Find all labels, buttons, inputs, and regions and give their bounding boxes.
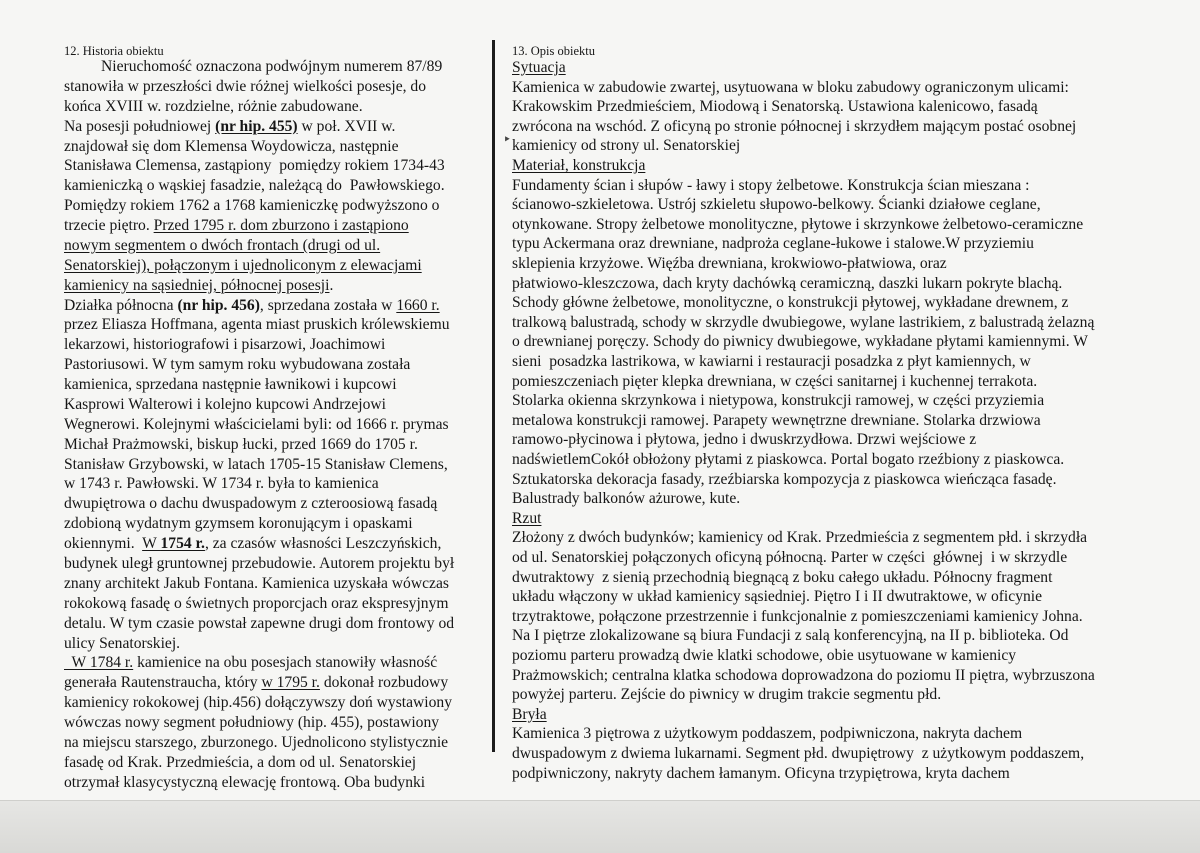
text-line bbox=[512, 530, 1087, 546]
text-run: nowym segmentem o dwóch frontach (drugi od ul. bbox=[64, 236, 381, 254]
text-line bbox=[512, 393, 1044, 409]
text-run: znajdował się dom Klemensa Woydowicza, następnie bbox=[64, 137, 399, 155]
text-run: Sytuacja bbox=[512, 59, 566, 76]
text-run: budynek uległ gruntownej przebudowie. Autorem projektu był bbox=[64, 555, 455, 572]
text-line bbox=[64, 158, 445, 174]
text-line bbox=[512, 99, 1038, 115]
text-line bbox=[64, 636, 180, 652]
text-line bbox=[512, 197, 1041, 213]
text-run: Kamienica 3 piętrowa z użytkowym poddaszem, podpiwniczona, nakryta dachem bbox=[512, 725, 1023, 743]
margin-mark: ‣ bbox=[503, 133, 512, 148]
text-run: Krakowskim Przedmieściem, Miodową i Senatorską. Ustawiona kalenicowo, fasadą bbox=[512, 98, 1038, 116]
text-run: Na I piętrze zlokalizowane są biura Fundacji z salą konferencyjną, na II p. biblioteka. Od bbox=[512, 627, 1069, 645]
text-run: dwutraktowy z sienią przechodnią biegnącą z boku całego układu. Północny fragment bbox=[512, 568, 1053, 586]
text-line bbox=[64, 536, 441, 552]
text-line bbox=[64, 675, 448, 691]
text-line bbox=[64, 258, 422, 274]
text-line bbox=[512, 491, 740, 507]
text-run: W bbox=[142, 535, 161, 553]
text-line bbox=[512, 766, 1010, 782]
text-line bbox=[512, 746, 1084, 762]
text-line bbox=[64, 496, 437, 512]
text-run: Materiał, konstrukcja bbox=[512, 157, 646, 174]
text-run: Przed 1795 r. dom zburzono i zastąpiono bbox=[153, 217, 409, 235]
text-line bbox=[512, 432, 976, 448]
text-run: Bryła bbox=[512, 705, 547, 723]
text-line bbox=[512, 589, 1042, 605]
text-line bbox=[64, 198, 439, 214]
text-line bbox=[64, 715, 439, 731]
text-run: zwrócona na wschód. Z oficyną po stronie północnej i skrzydłem mającym postać osobnej bbox=[512, 117, 1077, 135]
text-line bbox=[512, 668, 1095, 684]
text-line bbox=[64, 735, 448, 751]
text-run: stanowiła w przeszłości dwie różnej wielkości posesje, do bbox=[64, 77, 427, 95]
text-line bbox=[512, 119, 1076, 135]
text-run: 1754 r. bbox=[160, 535, 205, 553]
text-run: poziomu parteru prowadzą dwie klatki schodowe, obie usytuowane w kamienicy bbox=[512, 647, 1017, 664]
text-run: fasadę od Krak. Przedmieścia, a dom od ul. Senatorskiej bbox=[64, 753, 417, 771]
text-run: Senatorskiej), połączonym i ujednoliconym z elewacjami bbox=[64, 256, 422, 274]
text-run: , sprzedana została w bbox=[259, 296, 397, 314]
text-line bbox=[64, 457, 448, 473]
text-run: Wegnerowi. Kolejnymi właścicielami byli: od 1666 r. prymas bbox=[64, 415, 449, 433]
text-run: kamienica, sprzedana następnie ławnikowi i kupcowi bbox=[64, 376, 397, 394]
text-line bbox=[64, 417, 449, 433]
text-run: otrzymał klasycystyczną elewację frontową. Oba budynki bbox=[64, 773, 426, 791]
text-run: Balustrady balkonów ażurowe, kute. bbox=[512, 490, 741, 508]
text-line bbox=[512, 60, 566, 76]
text-run: Pomiędzy rokiem 1762 a 1768 kamieniczkę podwyższono o bbox=[64, 197, 440, 215]
text-run: Michał Prażmowski, biskup łucki, przed 1669 do 1705 r. bbox=[64, 435, 418, 453]
text-line bbox=[64, 238, 380, 254]
text-run: Działka północna bbox=[64, 296, 178, 314]
text-run: tralkową balustradą, schody w skrzydle dwubiegowe, wylane lastrikiem, z balustradą żelazną bbox=[512, 313, 1095, 331]
text-run: , za czasów własności Leszczyńskich, bbox=[204, 535, 442, 553]
text-run: przez Eliasza Hoffmana, agenta miast pruskich królewskiemu bbox=[64, 316, 450, 334]
text-run: generała Rautenstraucha, który bbox=[64, 674, 262, 692]
text-run: otynkowane. Stropy żelbetowe monolityczne, płytowe i skrzynkowe żelbetowo-ceramiczne bbox=[512, 215, 1084, 233]
text-line bbox=[64, 695, 452, 711]
history-heading: 12. Historia obiektu bbox=[64, 44, 164, 58]
text-line bbox=[64, 516, 413, 532]
text-line bbox=[512, 550, 1067, 566]
scan-bottom-edge bbox=[0, 800, 1200, 853]
text-line bbox=[64, 437, 418, 453]
text-run: okiennymi. bbox=[64, 535, 143, 553]
text-line bbox=[64, 79, 426, 95]
text-run: na miejscu starszego, zburzonego. Ujednolicono stylistycznie bbox=[64, 733, 449, 751]
text-run: ramowo-płycinowa i płytowa, jedno i dwuskrzydłowa. Drzwi wejściowe z bbox=[512, 431, 977, 449]
text-run: Prażmowskich; centralna klatka schodowa doprowadzona do poziomu II piętra, wybrzuszona bbox=[512, 666, 1095, 684]
text-run: kamienicy rokokowej (hip.456) dołączywszy doń wystawiony bbox=[64, 694, 453, 712]
text-run: sklepienia krzyżowe. Więźba drewniana, krokwiowo-płatwiowa, oraz bbox=[512, 255, 947, 272]
text-line bbox=[512, 158, 645, 174]
text-run: sieni posadzka lastrikowa, w kawiarni i restauracji posadzka z płyt kamiennych, w bbox=[512, 353, 1031, 370]
text-line bbox=[64, 178, 445, 194]
text-run: w 1795 r. bbox=[261, 674, 320, 692]
text-run: od ul. Senatorskiej połączonych oficyną północną. Parter w części głównej i w skrzydle bbox=[512, 549, 1068, 566]
text-run: Schody główne żelbetowe, monolityczne, o konstrukcji płytowej, wykładane drewnem, z bbox=[512, 294, 1069, 312]
text-line bbox=[512, 726, 1022, 742]
text-run: Sztukatorska dekoracja fasady, rzeźbiarska kompozycja z piaskowca wieńcząca fasadę. bbox=[512, 470, 1057, 488]
text-run: typu Ackermana oraz drewniane, nadproża ceglane-łukowe i stalowe.W przyziemiu bbox=[512, 235, 1034, 253]
text-run: Stanisława Clemensa, zastąpiony pomiędzy rokiem 1734-43 bbox=[64, 157, 445, 175]
text-run: Kamienica w zabudowie zwartej, usytuowana w bloku zabudowy ograniczonym ulicami: bbox=[512, 78, 1069, 96]
text-run: Kasprowi Walterowi i kolejno kupcowi Andrzejowi bbox=[64, 395, 386, 413]
text-line bbox=[64, 397, 386, 413]
text-line bbox=[64, 119, 395, 135]
text-run: pomieszczeniach pięter klepka drewniana, w części sanitarnej i kuchennej terrakota. bbox=[512, 372, 1038, 390]
text-line bbox=[512, 687, 941, 703]
text-line bbox=[64, 616, 454, 632]
text-run: nadświetlemCokół obłożony płytami z piaskowca. Portal bogato rzeźbiony z piaskowca. bbox=[512, 451, 1065, 468]
text-line bbox=[512, 648, 1016, 664]
text-run: . bbox=[329, 276, 334, 294]
text-run: (nr hip. 456) bbox=[177, 296, 260, 314]
column-divider bbox=[492, 40, 495, 752]
text-run: w poł. XVII w. bbox=[297, 117, 396, 135]
text-line bbox=[64, 775, 425, 791]
text-line bbox=[64, 357, 410, 373]
text-run: ulicy Senatorskiej. bbox=[64, 634, 181, 652]
text-line bbox=[512, 217, 1083, 233]
text-run: Nieruchomość oznaczona podwójnym numerem 87/89 bbox=[101, 58, 443, 75]
text-line bbox=[512, 413, 1041, 429]
text-line bbox=[64, 99, 363, 115]
text-run: kamienice na obu posesjach stanowiły własność bbox=[133, 654, 438, 672]
text-run: dokonał rozbudowy bbox=[319, 674, 449, 692]
text-run: dwuspadowym z dwiema lukarnami. Segment płd. dwupiętrowy z użytkowym poddaszem, bbox=[512, 745, 1085, 762]
text-run: Na posesji południowej bbox=[64, 117, 216, 135]
text-run: detalu. W tym czasie powstał zapewne drugi dom frontowy od bbox=[64, 614, 455, 632]
text-line bbox=[64, 218, 409, 234]
text-line bbox=[512, 472, 1057, 488]
text-run: dwupiętrowa o dachu dwuspadowym z czteroosiową fasadą bbox=[64, 495, 438, 513]
text-run: ścianowo-szkieletowa. Ustrój szkieletu słupowo-belkowy. Ścianki działowe ceglane, bbox=[512, 196, 1041, 214]
text-line bbox=[64, 337, 385, 353]
text-line bbox=[64, 576, 449, 592]
text-run: Pastoriusowi. W tym samym roku wybudowana została bbox=[64, 356, 411, 374]
text-run: podpiwniczony, nakryty dachem łamanym. Oficyna trzypiętrowa, kryta dachem bbox=[512, 764, 1010, 782]
text-line bbox=[512, 511, 541, 527]
text-line bbox=[512, 707, 547, 723]
text-line bbox=[512, 138, 740, 154]
text-run: trzytraktowe, połączone przestrzennie i funkcjonalnie z pomieszczeniami kamienicy Johna. bbox=[512, 607, 1083, 625]
text-run: Stolarka okienna skrzynkowa i nietypowa, konstrukcji ramowej, w części przyziemia bbox=[512, 392, 1045, 410]
text-line bbox=[512, 452, 1064, 468]
text-line bbox=[64, 596, 449, 612]
text-run: Złożony z dwóch budynków; kamienicy od Krak. Przedmieścia z segmentem płd. i skrzydła bbox=[512, 529, 1088, 547]
text-line bbox=[64, 298, 440, 314]
text-line bbox=[512, 80, 1069, 96]
text-run: Fundamenty ścian i słupów - ławy i stopy żelbetowe. Konstrukcja ścian mieszana : bbox=[512, 176, 1030, 194]
text-run: powyżej parteru. Zejście do piwnicy w drugim trakcie segmentu płd. bbox=[512, 686, 942, 704]
text-run: metalowa konstrukcji ramowej. Parapety wewnętrzne drewniane. Stolarka drzwiowa bbox=[512, 411, 1041, 429]
text-line bbox=[64, 317, 450, 333]
text-run: płatwiowo-kleszczowa, dach kryty dachówką ceramiczną, daszki lukarn pokryte blachą. bbox=[512, 274, 1063, 292]
text-run: trzecie piętro. bbox=[64, 217, 154, 235]
text-line bbox=[64, 476, 379, 492]
text-run: W 1784 r. bbox=[64, 654, 134, 672]
text-line bbox=[512, 178, 1030, 194]
text-line bbox=[64, 655, 437, 671]
text-line bbox=[64, 556, 454, 572]
text-line bbox=[512, 374, 1037, 390]
text-line bbox=[64, 278, 333, 294]
text-line bbox=[512, 609, 1083, 625]
text-line bbox=[512, 276, 1062, 292]
text-run: końca XVIII w. rozdzielne, różnie zabudowane. bbox=[64, 97, 363, 115]
text-line bbox=[64, 139, 399, 155]
text-run: w 1743 r. Pawłowski. W 1734 r. była to kamienica bbox=[64, 475, 379, 493]
text-line bbox=[64, 755, 416, 771]
text-line bbox=[512, 334, 1088, 350]
text-run: rokokową fasadę o świetnych proporcjach oraz ekspresyjnym bbox=[64, 594, 449, 612]
text-run: (nr hip. 455) bbox=[215, 117, 298, 135]
text-run: zdobioną wydatnym gzymsem koronującym i opaskami bbox=[64, 515, 413, 533]
text-run: kamieniczką o wąskiej fasadzie, należącą do Pawłowskiego. bbox=[64, 177, 445, 195]
text-line bbox=[512, 256, 947, 272]
text-line bbox=[512, 570, 1052, 586]
text-run: lekarzowi, historiografowi i pisarzowi, Joachimowi bbox=[64, 336, 386, 354]
description-heading: 13. Opis obiektu bbox=[512, 44, 595, 58]
text-line bbox=[512, 628, 1068, 644]
text-run: znany architekt Jakub Fontana. Kamienica uzyskała wówczas bbox=[64, 574, 449, 592]
text-run: wówczas nowy segment południowy (hip. 455), postawiony bbox=[64, 714, 440, 732]
text-run: Rzut bbox=[512, 509, 542, 527]
text-line bbox=[101, 59, 442, 75]
text-line bbox=[512, 236, 1034, 252]
text-run: kamienicy od strony ul. Senatorskiej bbox=[512, 137, 741, 155]
text-run: 1660 r. bbox=[396, 296, 440, 314]
text-run: Stanisław Grzybowski, w latach 1705-15 Stanisław Clemens, bbox=[64, 455, 448, 473]
text-run: kamienicy na sąsiedniej, północnej posesji bbox=[64, 276, 330, 294]
text-line bbox=[512, 315, 1094, 331]
text-run: o drewnianej poręczy. Schody do piwnicy dwubiegowe, wykładane płytami kamiennymi. W bbox=[512, 333, 1088, 351]
text-line bbox=[512, 295, 1068, 311]
text-line bbox=[512, 354, 1031, 370]
text-run: układu włączony w układ kamienicy sąsiedniej. Piętro I i II dwutraktowe, w oficynie bbox=[512, 588, 1043, 606]
text-line bbox=[64, 377, 397, 393]
